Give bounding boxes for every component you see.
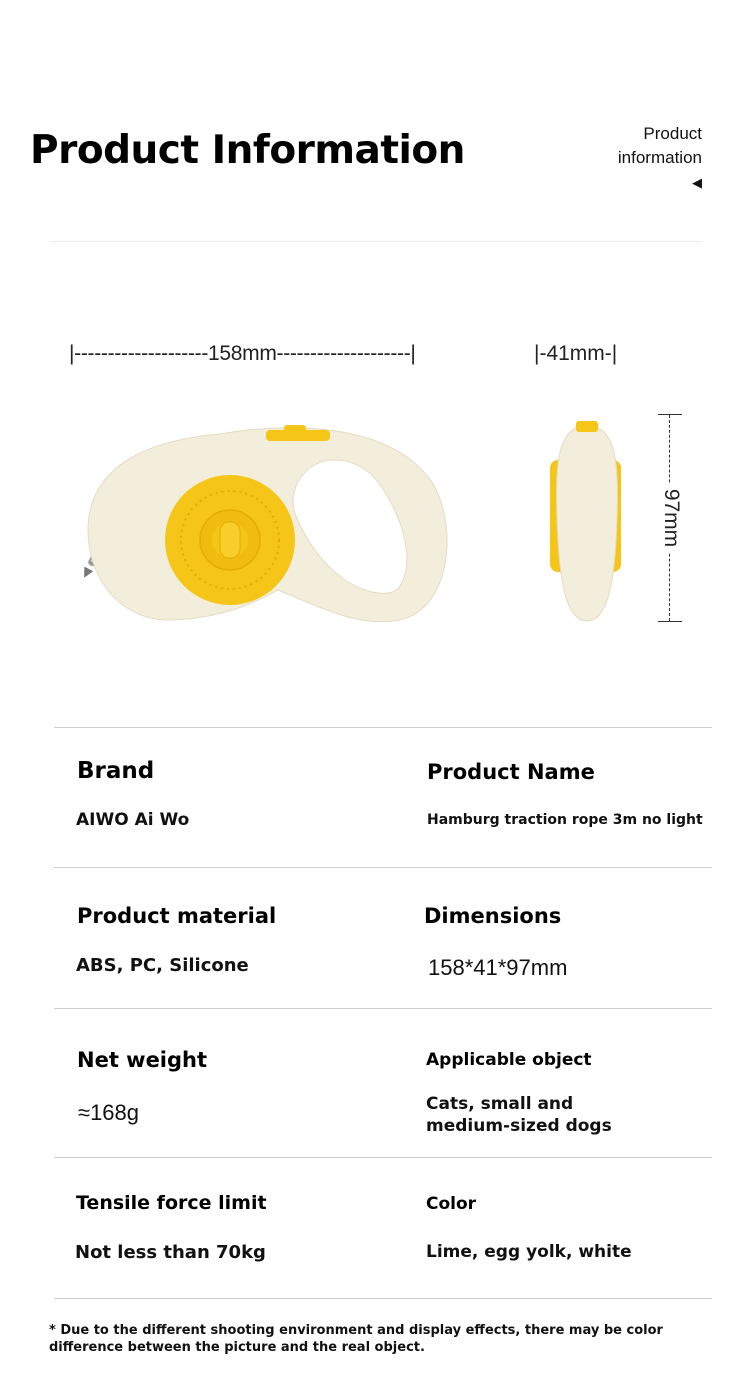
applicable-object-line2: medium-sized dogs xyxy=(426,1116,612,1136)
net-weight-label: Net weight xyxy=(77,1048,208,1072)
table-divider xyxy=(54,1008,712,1009)
length-dimension-label: |--------------------158mm--------------------| xyxy=(69,342,416,365)
left-arrow-icon: ◀ xyxy=(692,175,702,190)
page-title: Product Information xyxy=(30,128,465,173)
tensile-value: Not less than 70kg xyxy=(75,1242,266,1263)
height-dimension-label: 97mm xyxy=(659,483,683,553)
brand-label: Brand xyxy=(77,758,155,784)
leash-front-view-image xyxy=(545,418,630,626)
brand-value: AIWO Ai Wo xyxy=(76,810,190,830)
product-name-label: Product Name xyxy=(427,760,595,784)
leash-side-view-image xyxy=(60,420,460,635)
height-tick-bottom xyxy=(658,621,682,622)
disclaimer-line2: difference between the picture and the real object. xyxy=(49,1340,425,1355)
disclaimer-line1: * Due to the different shooting environment and display effects, there may be color xyxy=(49,1323,663,1338)
color-value: Lime, egg yolk, white xyxy=(426,1242,632,1262)
dimensions-label: Dimensions xyxy=(424,904,562,928)
net-weight-value: ≈168g xyxy=(78,1100,140,1125)
dimensions-value: 158*41*97mm xyxy=(428,955,568,980)
material-value: ABS, PC, Silicone xyxy=(76,955,249,976)
table-divider xyxy=(54,727,712,728)
table-divider xyxy=(54,1298,712,1299)
section-tag-line2: information xyxy=(617,148,702,167)
table-divider xyxy=(54,867,712,868)
height-tick-top xyxy=(658,414,682,415)
table-divider xyxy=(54,1157,712,1158)
applicable-object-line1: Cats, small and xyxy=(426,1094,574,1114)
color-label: Color xyxy=(426,1194,477,1214)
section-tag xyxy=(618,122,702,190)
section-tag-line1: Product xyxy=(643,124,702,143)
tensile-label: Tensile force limit xyxy=(76,1192,267,1214)
header-divider xyxy=(50,241,702,242)
applicable-object-label: Applicable object xyxy=(426,1050,592,1070)
product-name-value: Hamburg traction rope 3m no light xyxy=(427,812,703,828)
applicable-object-value xyxy=(426,1093,612,1137)
material-label: Product material xyxy=(77,904,277,928)
width-dimension-label: |-41mm-| xyxy=(534,342,618,365)
disclaimer-note xyxy=(49,1322,689,1356)
